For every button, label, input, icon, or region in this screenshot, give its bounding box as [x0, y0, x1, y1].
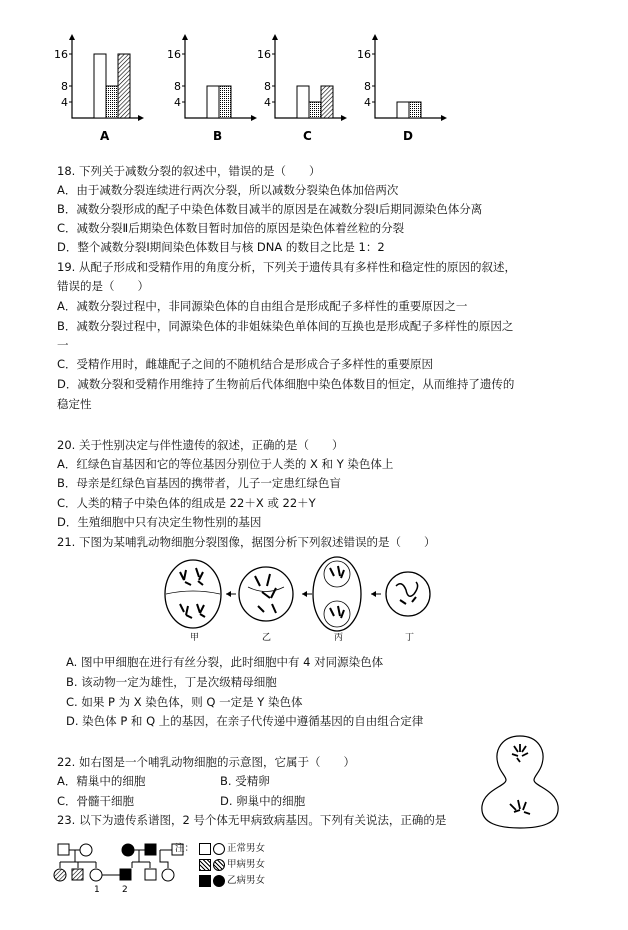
tick-label: 4 — [264, 96, 271, 109]
tick-label: 16 — [257, 48, 271, 61]
legend-jia-female-icon — [213, 859, 225, 871]
cell-yi — [239, 567, 293, 621]
axis-arrow — [372, 34, 378, 40]
q19-option-b-line1: B．减数分裂过程中，同源染色体的非姐妹染色单体间的互换也是形成配子多样性的原因之 — [57, 319, 514, 333]
q20-option-a: A．红绿色盲基因和它的等位基因分别位于人类的 X 和 Y 染色体上 — [57, 457, 394, 471]
q21-stem: 21. 下图为某哺乳动物细胞分裂图像，据图分析下列叙述错误的是（ ） — [57, 535, 436, 549]
panel-label: A — [100, 129, 110, 143]
q22-option-c: C．骨髓干细胞 — [57, 794, 135, 808]
cell-label-ding: 丁 — [405, 633, 415, 643]
bar-chart-figure — [0, 0, 628, 145]
bar — [94, 54, 106, 118]
q19-option-d-line1: D．减数分裂和受精作用维持了生物前后代体细胞中染色体数目的恒定，从而维持了遗传的 — [57, 377, 515, 391]
cell-division-figure — [0, 552, 628, 648]
bar — [397, 102, 409, 118]
bar — [207, 86, 219, 118]
dividing-cell-figure — [470, 730, 570, 830]
tick-label: 16 — [167, 48, 181, 61]
tick-label: 16 — [54, 48, 68, 61]
q22-stem: 22. 如右图是一个哺乳动物细胞的示意图，它属于（ ） — [57, 755, 355, 769]
q22-option-b: B. 受精卵 — [220, 774, 270, 788]
q19-option-b-line2: 一 — [57, 338, 69, 352]
q22-option-a: A．精巢中的细胞 — [57, 774, 146, 788]
q21-option-a: A. 图中甲细胞在进行有丝分裂，此时细胞中有 4 对同源染色体 — [66, 655, 384, 669]
cell-bing — [313, 557, 361, 631]
cell-ding — [386, 572, 430, 616]
legend-normal-female-icon — [213, 843, 225, 855]
q20-option-b: B．母亲是红绿色盲基因的携带者，儿子一定患红绿色盲 — [57, 476, 341, 490]
q21-option-b: B. 该动物一定为雄性，丁是次级精母细胞 — [66, 675, 277, 689]
axis-arrow — [272, 34, 278, 40]
cell-label-yi: 乙 — [262, 633, 272, 643]
cell-label-jia: 甲 — [190, 633, 200, 643]
bar — [106, 86, 118, 118]
legend-normal-male-icon — [199, 843, 211, 855]
bar-panel-A — [54, 34, 144, 143]
q21-option-c: C. 如果 P 为 X 染色体，则 Q 一定是 Y 染色体 — [66, 695, 303, 709]
legend-title: 注： — [175, 843, 195, 854]
tick-label: 4 — [364, 96, 371, 109]
legend-normal-label: 正常男女 — [227, 843, 266, 854]
axis-arrow — [69, 34, 75, 40]
tick-label: 8 — [264, 80, 271, 93]
legend-yi-male-icon — [199, 875, 211, 887]
tick-label: 4 — [61, 96, 68, 109]
bar — [297, 86, 309, 118]
panel-label: D — [403, 129, 413, 143]
legend-yi-label: 乙病男女 — [227, 875, 266, 886]
q21-option-d: D. 染色体 P 和 Q 上的基因，在亲子代传递中遵循基因的自由组合定律 — [66, 714, 424, 728]
tick-label: 4 — [174, 96, 181, 109]
q18-option-d: D．整个减数分裂Ⅰ期间染色体数目与核 DNA 的数目之比是 1：2 — [57, 240, 385, 254]
pedigree-number-2: 2 — [122, 885, 128, 895]
q18-option-a: A．由于减数分裂连续进行两次分裂，所以减数分裂染色体加倍两次 — [57, 183, 399, 197]
legend-jia-male-icon — [199, 859, 211, 871]
axis-arrow — [341, 115, 347, 121]
q18-option-b: B．减数分裂形成的配子中染色体数目减半的原因是在减数分裂Ⅰ后期同源染色体分离 — [57, 202, 483, 216]
q19-option-d-line2: 稳定性 — [57, 397, 92, 411]
bar — [409, 102, 421, 118]
panel-label: C — [303, 129, 312, 143]
pedigree-legend — [175, 840, 285, 890]
axis-arrow — [251, 115, 257, 121]
q20-option-c: C．人类的精子中染色体的组成是 22＋X 或 22＋Y — [57, 496, 316, 510]
axis-arrow — [138, 115, 144, 121]
bar — [309, 102, 321, 118]
tick-label: 8 — [364, 80, 371, 93]
tick-label: 16 — [357, 48, 371, 61]
pedigree-number-1: 1 — [94, 885, 100, 895]
bar-panel-B — [167, 34, 257, 143]
q19-stem-line2: 错误的是（ ） — [57, 279, 149, 293]
legend-yi-female-icon — [213, 875, 225, 887]
cell-label-bing: 丙 — [334, 633, 344, 643]
q20-stem: 20. 关于性别决定与伴性遗传的叙述，正确的是（ ） — [57, 438, 344, 452]
tick-label: 8 — [174, 80, 181, 93]
axis-arrow — [182, 34, 188, 40]
q22-option-d: D. 卵巢中的细胞 — [220, 794, 306, 808]
q18-stem: 18. 下列关于减数分裂的叙述中，错误的是（ ） — [57, 164, 321, 178]
cell-jia — [165, 560, 221, 628]
tick-label: 8 — [61, 80, 68, 93]
q23-stem: 23. 以下为遗传系谱图，2 号个体无甲病致病基因。下列有关说法，正确的是 — [57, 813, 447, 827]
bar-panel-D — [357, 34, 447, 143]
q20-option-d: D．生殖细胞中只有决定生物性别的基因 — [57, 515, 262, 529]
axis-arrow — [441, 115, 447, 121]
bar-panel-C — [257, 34, 347, 143]
q19-option-c: C．受精作用时，雌雄配子之间的不随机结合是形成合子多样性的重要原因 — [57, 357, 434, 371]
bar — [118, 54, 130, 118]
q19-stem-line1: 19. 从配子形成和受精作用的角度分析，下列关于遗传具有多样性和稳定性的原因的叙述， — [57, 260, 516, 274]
q19-option-a: A．减数分裂过程中，非同源染色体的自由组合是形成配子多样性的重要原因之一 — [57, 299, 468, 313]
bar — [321, 86, 333, 118]
legend-jia-label: 甲病男女 — [227, 859, 266, 870]
q18-option-c: C．减数分裂Ⅱ后期染色体数目暂时加倍的原因是染色体着丝粒的分裂 — [57, 221, 405, 235]
panel-label: B — [213, 129, 223, 143]
bar — [219, 86, 231, 118]
